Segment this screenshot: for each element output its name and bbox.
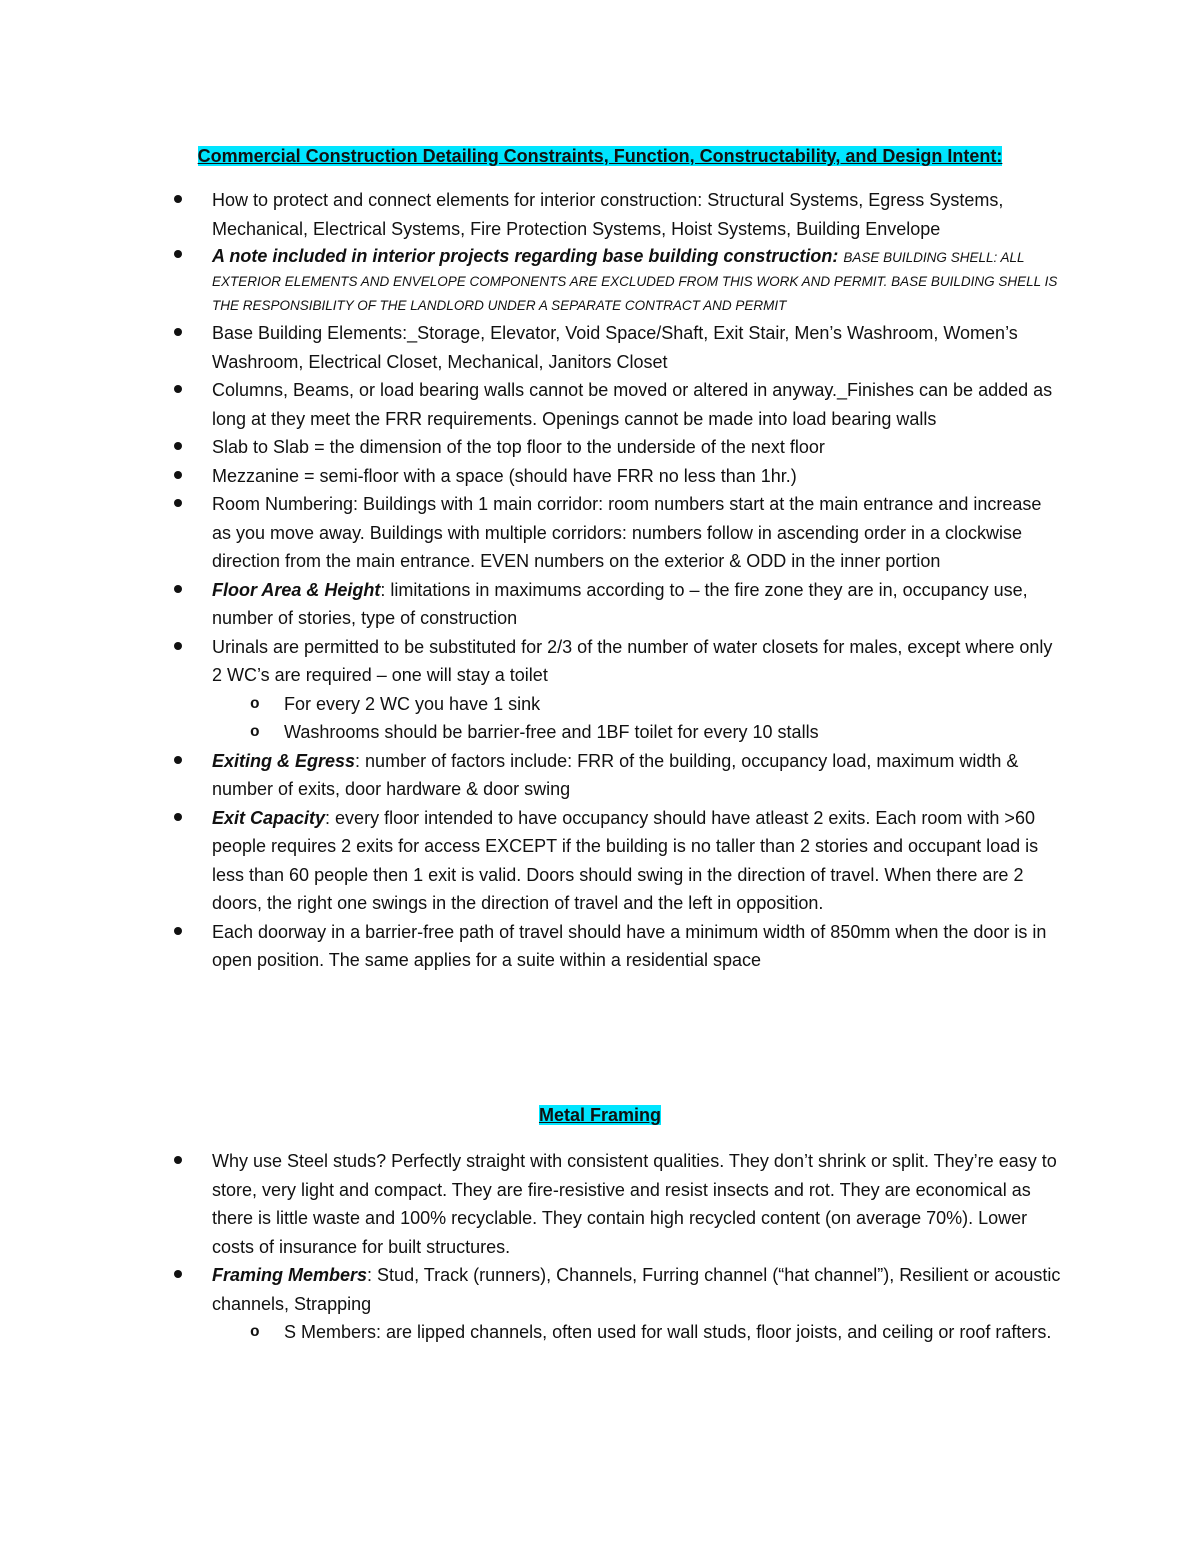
bullet-icon [174, 927, 182, 935]
section-heading: Metal Framing [538, 1105, 662, 1125]
constraints-list [0, 186, 1200, 975]
page-title: Commercial Construction Detailing Constraints, Function, Constructability, and Design Intent: [197, 146, 1003, 166]
list-item: Exiting & Egress: number of factors include: FRR of the building, occupancy load, maximum width & number of exits, door hardware & door swing [0, 747, 1200, 804]
metal-framing-list [0, 1147, 1200, 1347]
bullet-icon [174, 499, 182, 507]
sub-bullet-icon: o [250, 723, 260, 741]
sub-list [212, 1318, 1062, 1347]
list-item: Columns, Beams, or load bearing walls cannot be moved or altered in anyway._Finishes can be added as long at they meet the FRR requirements. Openings cannot be made into load bearing walls [0, 376, 1200, 433]
bullet-icon [174, 756, 182, 764]
sub-bullet-icon: o [250, 1323, 260, 1341]
sub-list-item: o Washrooms should be barrier-free and 1BF toilet for every 10 stalls [212, 718, 1062, 747]
bullet-icon [174, 642, 182, 650]
sub-list-item: o For every 2 WC you have 1 sink [212, 690, 1062, 719]
bullet-icon [174, 585, 182, 593]
list-item: A note included in interior projects regarding base building construction: BASE BUILDING SHELL: ALL EXTERIOR ELEMENTS AND ENVELOPE COMPONENTS ARE EXCLUDED FROM THIS WORK AND PERMIT. BASE BUILDING SHELL IS THE RESPONSIBILITY OF THE LANDLORD UNDER A SEPARATE CONTRACT AND PERMIT [0, 243, 1200, 319]
list-item: Why use Steel studs? Perfectly straight with consistent qualities. They don’t shrink or split. They’re easy to store, very light and compact. They are fire-resistive and resist insects and rot. They are economical as there is little waste and 100% recyclable. They contain high recycled content (on average 70%). Lower costs of insurance for built structures. [0, 1147, 1200, 1261]
bullet-icon [174, 1156, 182, 1164]
bullet-icon [174, 328, 182, 336]
bullet-icon [174, 1270, 182, 1278]
bullet-icon [174, 385, 182, 393]
bullet-icon [174, 442, 182, 450]
list-item: Floor Area & Height: limitations in maximums according to – the fire zone they are in, occupancy use, number of stories, type of construction [0, 576, 1200, 633]
sub-list [212, 690, 1062, 747]
list-item: Mezzanine = semi-floor with a space (should have FRR no less than 1hr.) [0, 462, 1200, 491]
bullet-icon [174, 471, 182, 479]
list-item: Room Numbering: Buildings with 1 main corridor: room numbers start at the main entrance and increase as you move away. Buildings with multiple corridors: numbers follow in ascending order in a clockwise direction from the main entrance. EVEN numbers on the exterior & ODD in the inner portion [0, 490, 1200, 576]
list-item: Framing Members: Stud, Track (runners), Channels, Furring channel (“hat channel”), Resilient or acoustic channels, Strapping o S Members: are lipped channels, often used for wall studs, floor joists, and ceiling or roof rafters. [0, 1261, 1200, 1347]
bullet-icon [174, 250, 182, 258]
list-item: Exit Capacity: every floor intended to have occupancy should have atleast 2 exits. Each room with >60 people requires 2 exits for access EXCEPT if the building is no taller than 2 stories and occupant load is less than 60 people then 1 exit is valid. Doors should swing in the direction of travel. When there are 2 doors, the right one swings in the direction of travel and the left in opposition. [0, 804, 1200, 918]
list-item: Base Building Elements:_Storage, Elevator, Void Space/Shaft, Exit Stair, Men’s Washroom, Women’s Washroom, Electrical Closet, Mechanical, Janitors Closet [0, 319, 1200, 376]
list-item: How to protect and connect elements for interior construction: Structural Systems, Egress Systems, Mechanical, Electrical Systems, Fire Protection Systems, Hoist Systems, Building Envelope [0, 186, 1200, 243]
list-item: Urinals are permitted to be substituted for 2/3 of the number of water closets for males, except where only 2 WC’s are required – one will stay a toilet o For every 2 WC you have 1 sink o Washrooms should be barrier-free and 1BF toilet for every 10 stalls [0, 633, 1200, 747]
list-item: Each doorway in a barrier-free path of travel should have a minimum width of 850mm when the door is in open position. The same applies for a suite within a residential space [0, 918, 1200, 975]
bullet-icon [174, 813, 182, 821]
sub-bullet-icon: o [250, 694, 260, 713]
bullet-icon [174, 195, 182, 203]
list-item: Slab to Slab = the dimension of the top floor to the underside of the next floor [0, 433, 1200, 462]
sub-list-item: o S Members: are lipped channels, often used for wall studs, floor joists, and ceiling or roof rafters. [212, 1318, 1062, 1347]
